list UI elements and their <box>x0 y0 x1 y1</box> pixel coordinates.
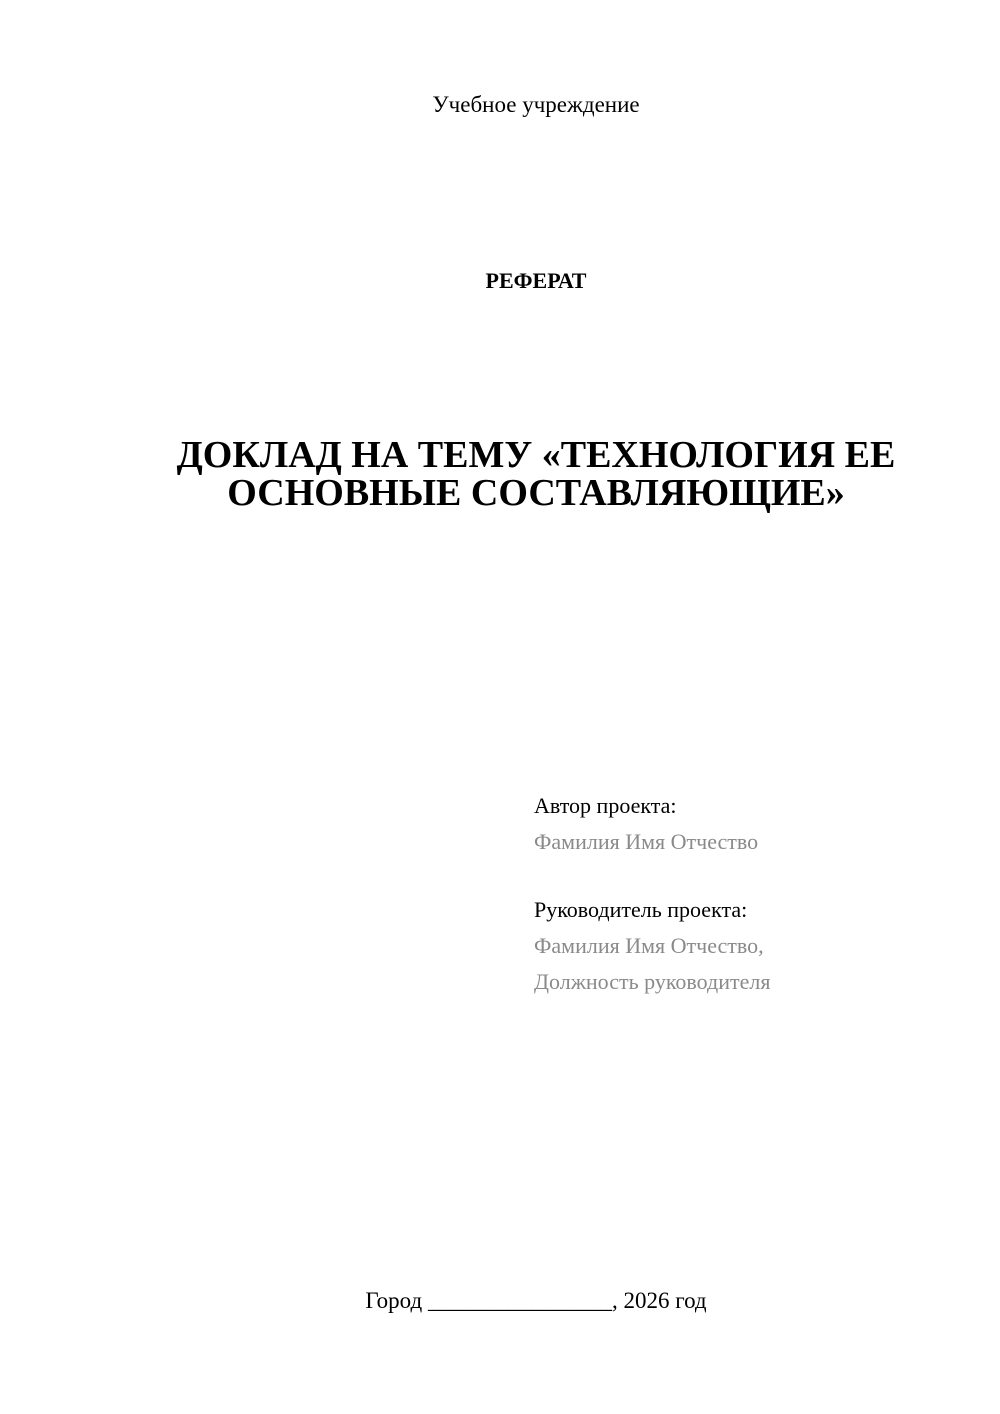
author-block <box>534 788 974 860</box>
supervisor-name: Фамилия Имя Отчество, <box>534 933 764 958</box>
city-year-line: Город ________________, 2026 год <box>365 1288 707 1313</box>
document-title <box>130 436 942 512</box>
author-label: Автор проекта: <box>534 793 677 818</box>
author-name: Фамилия Имя Отчество <box>534 829 759 854</box>
supervisor-block <box>534 892 974 1000</box>
supervisor-label: Руководитель проекта: <box>534 897 748 922</box>
document-title-line-2: ОСНОВНЫЕ СОСТАВЛЯЮЩИЕ» <box>227 472 845 514</box>
document-type: РЕФЕРАТ <box>485 268 587 293</box>
supervisor-position: Должность руководителя <box>534 969 771 994</box>
document-title-line-1: ДОКЛАД НА ТЕМУ «ТЕХНОЛОГИЯ ЕЕ <box>176 434 896 476</box>
institution-name: Учебное учреждение <box>432 92 640 117</box>
